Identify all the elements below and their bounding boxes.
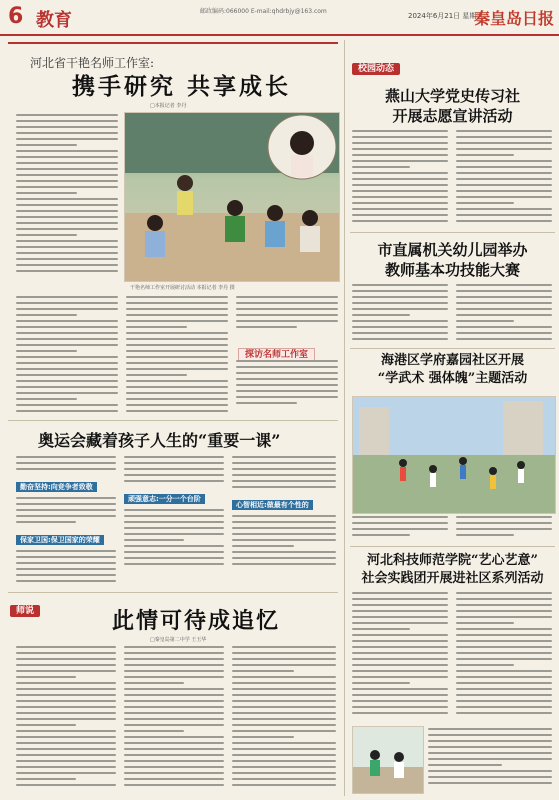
story4-headline-line2: 社会实践团开展进社区系列活动 <box>361 571 544 586</box>
column-divider <box>344 40 345 796</box>
essay-headline: 此情可待成追忆 <box>112 608 281 634</box>
issue-date: 2024年6月21日 星期五 <box>408 12 484 20</box>
story3-col2 <box>456 516 552 542</box>
main-photo <box>124 112 340 282</box>
story2-headline-line2: 教师基本功技能大赛 <box>384 261 520 279</box>
sub-section-label-wrap <box>238 342 315 361</box>
story4-col1 <box>352 592 448 722</box>
sidebar-section-label: 校园动态 <box>352 63 400 75</box>
story1-headline-line1: 燕山大学党史传习社 <box>384 87 520 105</box>
divider <box>350 546 555 547</box>
section-rule <box>8 42 338 44</box>
main-body-col2 <box>126 296 228 414</box>
sidebar-story1-headline <box>350 86 555 126</box>
essay-byline: □秦皇岛第二中学 王玉华 <box>150 637 207 643</box>
main-kicker: 河北省干艳名师工作室: <box>30 56 155 70</box>
story1-col2 <box>456 130 552 226</box>
main-headline: 携手研究 共享成长 <box>72 73 292 100</box>
olympic-sub1: 勤奋坚持:向竞争者致敬 <box>16 482 97 492</box>
story4-tail <box>428 728 552 792</box>
story4-headline-line1: 河北科技师范学院“艺心艺意” <box>367 553 538 568</box>
story2-col1 <box>352 284 448 344</box>
sidebar-label-wrap <box>352 56 400 75</box>
masthead-info: 邮政编码:066000 E-mail:qhdrbjy@163.com <box>200 8 327 15</box>
newspaper-logo: 秦皇岛日报 <box>474 9 555 28</box>
main-body-col3 <box>236 296 338 336</box>
olympic-headline: 奥运会藏着孩子人生的“重要一课” <box>38 431 281 450</box>
story2-col2 <box>456 284 552 344</box>
sidebar-photo <box>352 396 556 514</box>
divider <box>8 592 338 593</box>
main-body-col1 <box>16 114 118 290</box>
divider <box>350 348 555 349</box>
story1-col1 <box>352 130 448 226</box>
sub-section-label: 探访名师工作室 <box>238 348 315 362</box>
story1-headline-line2: 开展志愿宣讲活动 <box>392 107 513 125</box>
sidebar-story2-headline <box>350 240 555 280</box>
photo-illustration <box>125 113 339 281</box>
olympic-col1 <box>16 456 116 586</box>
story4-col2 <box>456 592 552 722</box>
sidebar-story3-headline <box>350 352 555 388</box>
classroom-illustration <box>353 727 423 793</box>
page-number: 6 <box>8 4 24 29</box>
essay-label: 师说 <box>10 605 40 617</box>
olympic-col3 <box>232 456 336 586</box>
section-title: 教育 <box>36 10 72 31</box>
story4-photo <box>352 726 424 794</box>
essay-col2 <box>124 646 224 794</box>
story2-headline-line1: 市直属机关幼儿园举办 <box>377 241 528 259</box>
olympic-sub4: 心智相近:做最有个性的 <box>232 500 313 510</box>
olympic-col2 <box>124 456 224 586</box>
martial-arts-illustration <box>353 397 555 513</box>
main-body-col3b <box>236 360 338 414</box>
main-byline: □本报记者 李丹 <box>150 103 187 109</box>
divider <box>8 420 338 421</box>
main-body-col1b <box>16 296 118 414</box>
essay-label-wrap <box>10 598 40 617</box>
photo-caption: 干艳名师工作室开展研讨活动 本报记者 李丹 摄 <box>130 285 235 291</box>
essay-col1 <box>16 646 116 794</box>
olympic-sub2: 保家卫国:保卫国家的荣耀 <box>16 535 104 545</box>
story3-headline-line2: “学武术 强体魄”主题活动 <box>377 371 528 386</box>
story3-col1 <box>352 516 448 542</box>
essay-col3 <box>232 646 336 794</box>
sidebar-story4-headline <box>350 552 555 588</box>
divider <box>350 232 555 233</box>
story3-headline-line1: 海港区学府嘉园社区开展 <box>380 353 524 368</box>
olympic-sub3: 顽强意志:一分一个台阶 <box>124 494 205 504</box>
